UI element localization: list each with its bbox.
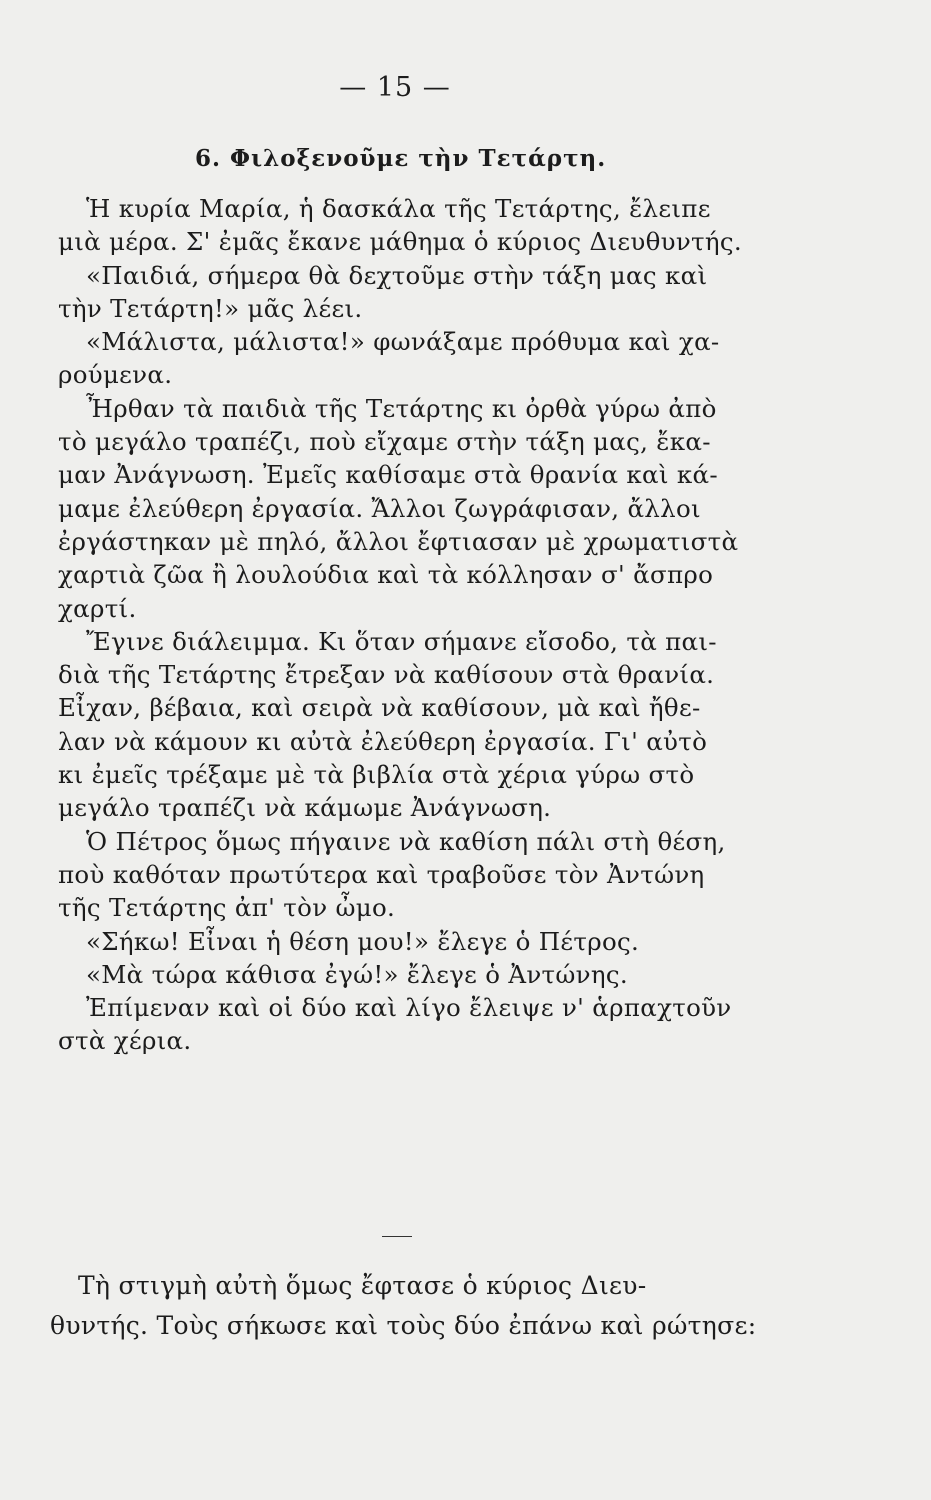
text-line: «Μὰ τώρα κάθισα ἐγώ!» ἔλεγε ὁ Ἀντώνης. [86,959,628,989]
text-line: «Μάλιστα, μάλιστα!» φωνάξαμε πρόθυμα καὶ χα- [86,327,720,357]
section-divider [382,1236,412,1237]
text-line: Ἔγινε διάλειμμα. Κι ὅταν σήμανε εἴσοδο, τὰ παι- [86,626,717,656]
body-text [58,192,778,1058]
text-line: «Σήκω! Εἶναι ἡ θέση μου!» ἔλεγε ὁ Πέτρος. [86,926,640,956]
text-line: κι ἐμεῖς τρέξαμε μὲ τὰ βιβλία στὰ χέρια γύρω στὸ [58,760,695,790]
text-line: ρούμενα. [58,360,173,390]
text-line: τῆς Τετάρτης ἀπ' τὸν ὦμο. [58,893,396,923]
text-line: ποὺ καθόταν πρωτύτερα καὶ τραβοῦσε τὸν Ἀντώνη [58,859,705,889]
text-line: θυντής. Τοὺς σήκωσε καὶ τοὺς δύο ἐπάνω καὶ ρώτησε: [50,1311,757,1340]
text-line: Ἐπίμεναν καὶ οἱ δύο καὶ λίγο ἔλειψε ν' ἁρπαχτοῦν [86,993,732,1023]
text-line: λαν νὰ κάμουν κι αὐτὰ ἐλεύθερη ἐργασία. Γι' αὐτὸ [58,726,708,756]
text-line: στὰ χέρια. [58,1026,192,1056]
text-line: μεγάλο τραπέζι νὰ κάμωμε Ἀνάγνωση. [58,793,552,823]
text-line: Εἶχαν, βέβαια, καὶ σειρὰ νὰ καθίσουν, μὰ καὶ ἤθε- [58,693,701,723]
text-line: ἐργάστηκαν μὲ πηλό, ἄλλοι ἔφτιασαν μὲ χρωματιστὰ [58,526,739,556]
text-line: «Παιδιά, σήμερα θὰ δεχτοῦμε στὴν τάξη μας καὶ [86,260,708,290]
text-line: τὸ μεγάλο τραπέζι, ποὺ εἴχαμε στὴν τάξη μας, ἔκα- [58,427,711,457]
text-line: μαμε ἐλεύθερη ἐργασία. Ἄλλοι ζωγράφισαν, ἄλλοι [58,493,701,523]
text-line: τὴν Τετάρτη!» μᾶς λέει. [58,293,363,323]
tail-text [50,1266,790,1346]
text-line: Ἦρθαν τὰ παιδιὰ τῆς Τετάρτης κι ὀρθὰ γύρω ἀπὸ [86,393,717,423]
text-line: Ἡ κυρία Μαρία, ἡ δασκάλα τῆς Τετάρτης, ἔλειπε [86,194,711,223]
page-number: — 15 — [339,72,451,103]
text-line: Ὁ Πέτρος ὅμως πήγαινε νὰ καθίση πάλι στὴ θέση, [86,826,726,856]
text-line: Τὴ στιγμὴ αὐτὴ ὅμως ἔφτασε ὁ κύριος Διευ- [78,1271,647,1300]
text-line: μιὰ μέρα. Σ' ἐμᾶς ἔκανε μάθημα ὁ κύριος Διευθυντής. [58,227,742,257]
text-line: χαρτί. [58,593,137,623]
text-line: χαρτιὰ ζῶα ἢ λουλούδια καὶ τὰ κόλλησαν σ' ἄσπρο [58,560,714,590]
text-line: μαν Ἀνάγνωση. Ἐμεῖς καθίσαμε στὰ θρανία καὶ κά- [58,460,718,490]
text-line: διὰ τῆς Τετάρτης ἔτρεξαν νὰ καθίσουν στὰ θρανία. [58,660,715,690]
chapter-title: 6. Φιλοξενοῦμε τὴν Τετάρτη. [195,145,607,172]
